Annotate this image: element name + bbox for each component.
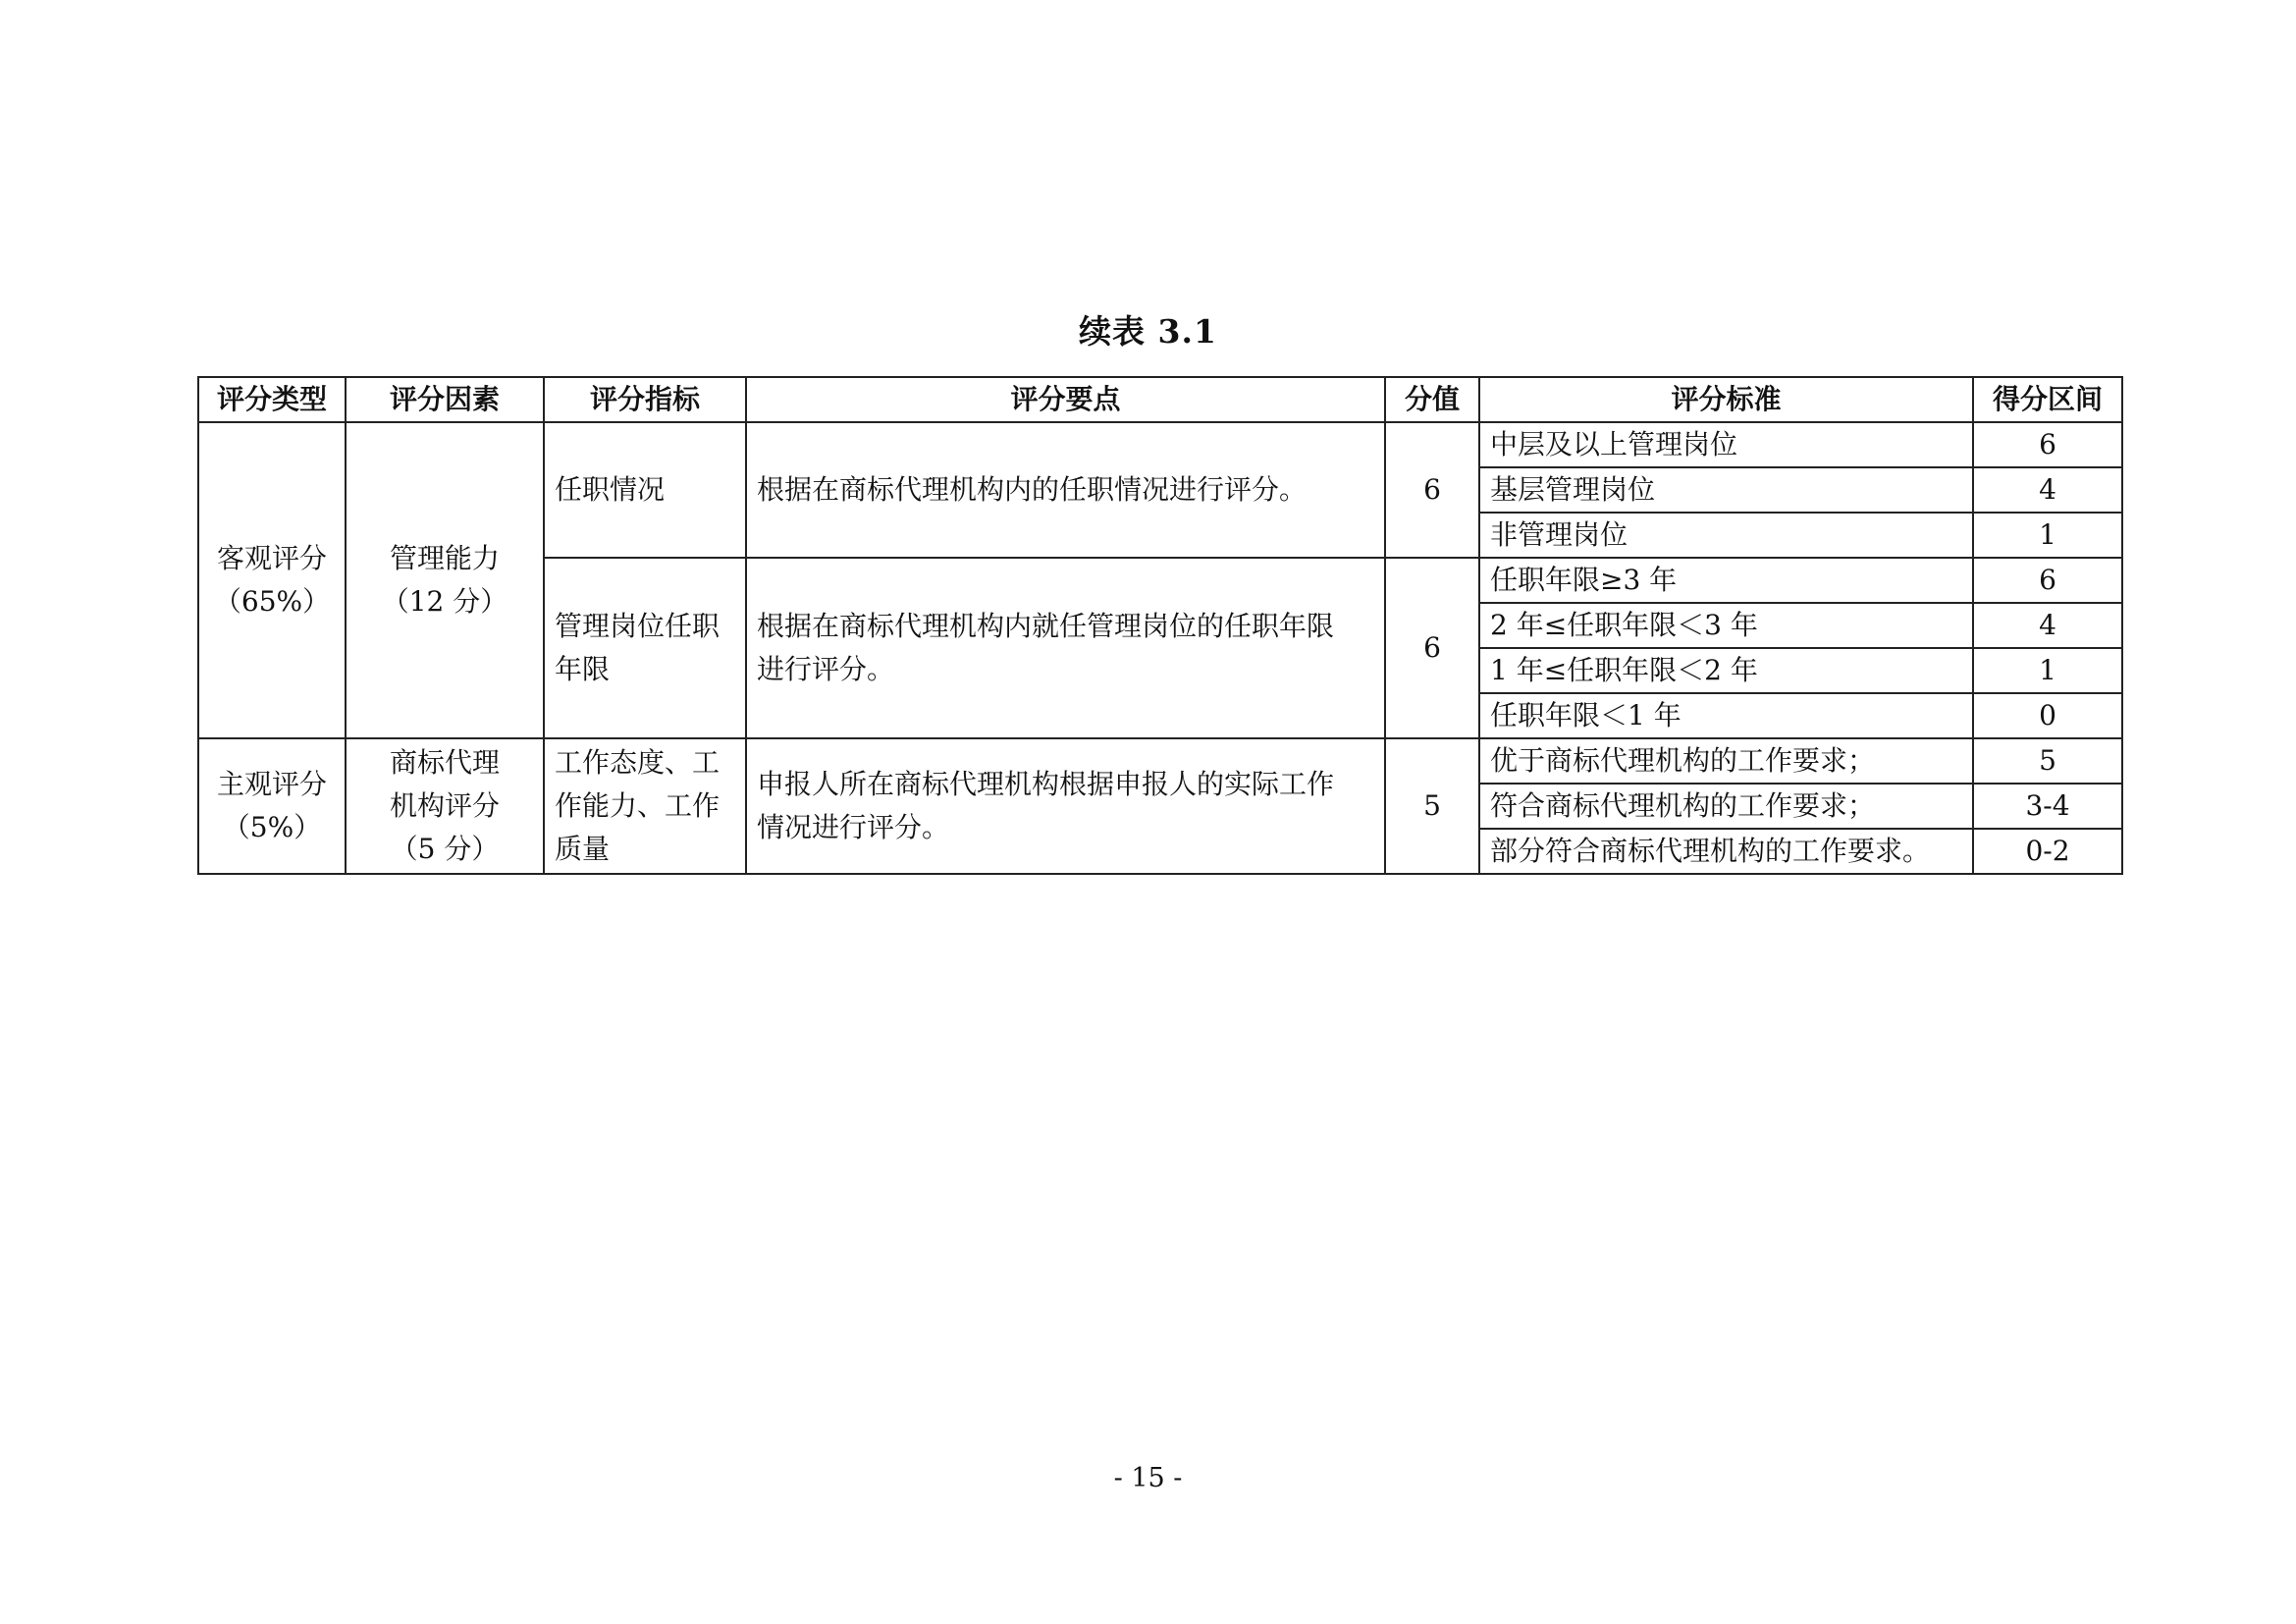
criterion-cell: 任职年限≥3 年 xyxy=(1479,558,1973,603)
indicator-text: 作能力、工作 xyxy=(555,789,721,822)
indicator-text: 年限 xyxy=(555,653,611,685)
scoring-table xyxy=(197,376,2123,875)
header-cell: 分值 xyxy=(1385,377,1479,422)
indicator-text: 工作态度、工 xyxy=(555,746,721,779)
criterion-cell: 优于商标代理机构的工作要求； xyxy=(1479,738,1973,784)
scoring-type-cell xyxy=(198,738,346,874)
score-range-cell: 1 xyxy=(1973,648,2122,693)
scoring-factor-label: 管理能力 xyxy=(389,542,500,574)
criterion-cell: 基层管理岗位 xyxy=(1479,467,1973,513)
scoring-type-weight: （5%） xyxy=(222,811,322,843)
scoring-point-text: 申报人所在商标代理机构根据申报人的实际工作 xyxy=(757,768,1335,800)
scoring-factor-points: （12 分） xyxy=(381,585,508,618)
header-cell: 得分区间 xyxy=(1973,377,2122,422)
scoring-point-text: 情况进行评分。 xyxy=(757,811,950,843)
indicator-cell xyxy=(544,422,746,558)
score-value-cell: 6 xyxy=(1385,422,1479,558)
criterion-cell: 任职年限＜1 年 xyxy=(1479,693,1973,738)
header-cell: 评分因素 xyxy=(346,377,544,422)
indicator-cell xyxy=(544,738,746,874)
score-range-cell: 6 xyxy=(1973,422,2122,467)
score-value-cell: 5 xyxy=(1385,738,1479,874)
scoring-point-cell xyxy=(746,738,1385,874)
score-range-cell: 5 xyxy=(1973,738,2122,784)
scoring-point-text: 根据在商标代理机构内就任管理岗位的任职年限 xyxy=(757,610,1335,642)
scoring-type-cell xyxy=(198,422,346,738)
header-cell: 评分标准 xyxy=(1479,377,1973,422)
criterion-cell: 符合商标代理机构的工作要求； xyxy=(1479,784,1973,829)
scoring-factor-label: 机构评分 xyxy=(389,789,500,822)
scoring-factor-cell xyxy=(346,422,544,738)
header-cell: 评分指标 xyxy=(544,377,746,422)
score-range-cell: 4 xyxy=(1973,603,2122,648)
scoring-type-label: 主观评分 xyxy=(216,768,327,800)
table-row xyxy=(198,422,2122,467)
criterion-cell: 2 年≤任职年限＜3 年 xyxy=(1479,603,1973,648)
scoring-point-cell xyxy=(746,422,1385,558)
score-range-cell: 4 xyxy=(1973,467,2122,513)
table-row xyxy=(198,738,2122,784)
scoring-type-weight: （65%） xyxy=(213,585,331,618)
scoring-point-cell xyxy=(746,558,1385,738)
page-number: - 15 - xyxy=(1113,1463,1183,1493)
score-range-cell: 6 xyxy=(1973,558,2122,603)
scoring-factor-cell xyxy=(346,738,544,874)
indicator-text: 质量 xyxy=(555,833,611,865)
indicator-text: 任职情况 xyxy=(555,473,666,506)
criterion-cell: 中层及以上管理岗位 xyxy=(1479,422,1973,467)
header-cell: 评分类型 xyxy=(198,377,346,422)
criterion-cell: 非管理岗位 xyxy=(1479,513,1973,558)
scoring-factor-label: 商标代理 xyxy=(389,746,500,779)
score-value-cell: 6 xyxy=(1385,558,1479,738)
score-range-cell: 3-4 xyxy=(1973,784,2122,829)
scoring-factor-points: （5 分） xyxy=(390,833,500,865)
scoring-point-text: 进行评分。 xyxy=(757,653,895,685)
criterion-cell: 1 年≤任职年限＜2 年 xyxy=(1479,648,1973,693)
score-range-cell: 0-2 xyxy=(1973,829,2122,874)
indicator-text: 管理岗位任职 xyxy=(555,610,721,642)
indicator-cell xyxy=(544,558,746,738)
table-title: 续表 3.1 xyxy=(1079,312,1217,351)
scoring-point-text: 根据在商标代理机构内的任职情况进行评分。 xyxy=(757,473,1308,506)
header-row xyxy=(198,377,2122,422)
header-cell: 评分要点 xyxy=(746,377,1385,422)
score-range-cell: 0 xyxy=(1973,693,2122,738)
scoring-type-label: 客观评分 xyxy=(216,542,327,574)
score-range-cell: 1 xyxy=(1973,513,2122,558)
criterion-cell: 部分符合商标代理机构的工作要求。 xyxy=(1479,829,1973,874)
